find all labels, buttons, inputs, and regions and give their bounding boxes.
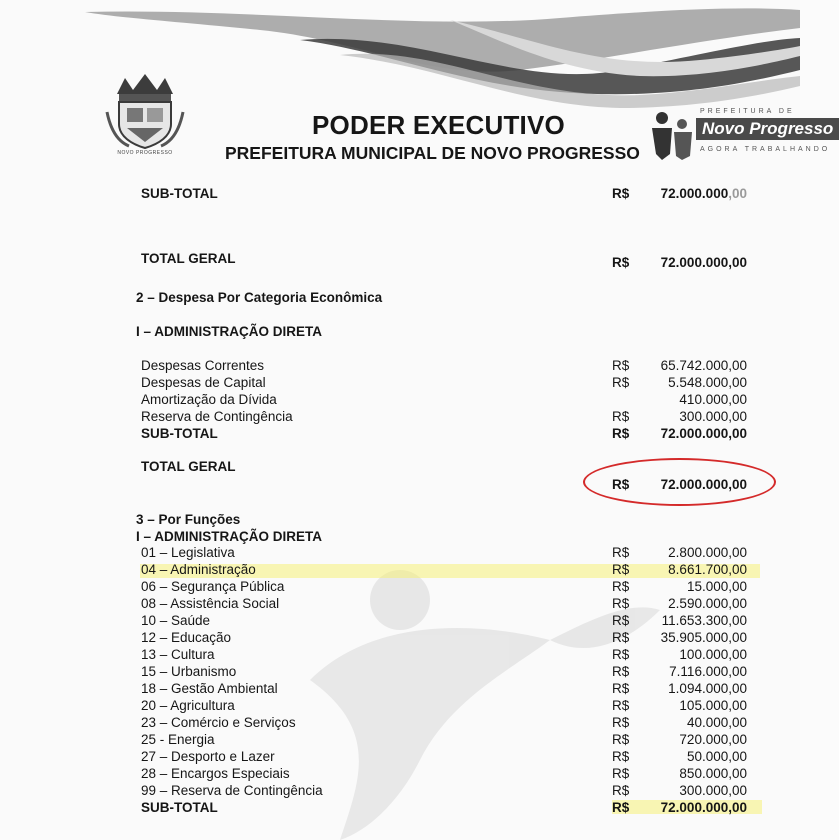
functions-row-label: 23 – Comércio e Serviços [141, 715, 296, 730]
functions-row-amount: 100.000,00 [679, 647, 747, 662]
functions-row-currency: R$ [612, 681, 630, 696]
economic-row-currency: R$ [612, 358, 630, 373]
revenue-subtotal-currency: R$ [612, 186, 630, 201]
logo-bottom-line: AGORA TRABALHANDO [700, 146, 831, 153]
economic-total-amount: 72.000.000,00 [660, 477, 747, 492]
functions-row-label: 04 – Administração [141, 562, 256, 577]
economic-group-title: I – ADMINISTRAÇÃO DIRETA [136, 324, 323, 339]
revenue-subtotal-label: SUB-TOTAL [141, 186, 218, 201]
page-title: PODER EXECUTIVO [312, 110, 565, 140]
economic-section-title: 2 – Despesa Por Categoria Econômica [136, 290, 383, 305]
functions-row-label: 13 – Cultura [141, 647, 215, 662]
functions-row-currency: R$ [612, 545, 630, 560]
functions-row-label: 20 – Agricultura [141, 698, 235, 713]
functions-row-label: 18 – Gestão Ambiental [141, 681, 278, 696]
functions-row-currency: R$ [612, 596, 630, 611]
functions-row-amount: 1.094.000,00 [668, 681, 747, 696]
economic-row-amount: 410.000,00 [679, 392, 747, 407]
economic-row-amount: 300.000,00 [679, 409, 747, 424]
functions-row-amount: 850.000,00 [679, 766, 747, 781]
economic-total-label: TOTAL GERAL [141, 459, 236, 474]
functions-row-amount: 8.661.700,00 [668, 562, 747, 577]
functions-row-label: 06 – Segurança Pública [141, 579, 285, 594]
functions-row-amount: 105.000,00 [679, 698, 747, 713]
economic-row-currency: R$ [612, 375, 630, 390]
functions-row-currency: R$ [612, 732, 630, 747]
functions-row-amount: 11.653.300,00 [661, 613, 747, 628]
functions-row-amount: 15.000,00 [686, 579, 747, 594]
functions-row-label: 27 – Desporto e Lazer [141, 749, 275, 764]
economic-total-currency: R$ [612, 477, 630, 492]
functions-row-currency: R$ [612, 783, 630, 798]
economic-row-label: Despesas de Capital [141, 375, 266, 390]
functions-row-amount: 7.116.000,00 [669, 664, 747, 679]
page-subtitle: PREFEITURA MUNICIPAL DE NOVO PROGRESSO [225, 143, 640, 163]
amount-main: 72.000.000 [660, 186, 729, 201]
economic-subtotal-currency: R$ [612, 426, 630, 441]
annotation-circle [583, 458, 776, 506]
economic-row-currency: R$ [612, 409, 630, 424]
functions-row-label: 99 – Reserva de Contingência [141, 783, 323, 798]
municipal-crest-logo [105, 72, 185, 162]
logo-brand-text: Novo Progresso [696, 118, 839, 140]
functions-row-label: 01 – Legislativa [141, 545, 235, 560]
functions-row-currency: R$ [612, 749, 630, 764]
functions-row-currency: R$ [612, 664, 630, 679]
functions-section-title: 3 – Por Funções [136, 512, 241, 527]
functions-row-currency: R$ [612, 630, 630, 645]
revenue-total-currency: R$ [612, 255, 630, 270]
functions-row-amount: 2.800.000,00 [668, 545, 747, 560]
economic-subtotal-label: SUB-TOTAL [141, 426, 218, 441]
functions-row-currency: R$ [612, 562, 630, 577]
economic-row-amount: 5.548.000,00 [668, 375, 747, 390]
novo-progresso-logo [650, 108, 834, 164]
functions-subtotal-currency: R$ [612, 800, 630, 815]
functions-row-currency: R$ [612, 698, 630, 713]
functions-row-amount: 35.905.000,00 [660, 630, 747, 645]
functions-row-amount: 50.000,00 [686, 749, 747, 764]
crest-icon [105, 72, 185, 150]
people-icon [650, 110, 696, 162]
revenue-total-label: TOTAL GERAL [141, 251, 236, 266]
economic-row-amount: 65.742.000,00 [660, 358, 747, 373]
functions-row-label: 15 – Urbanismo [141, 664, 237, 679]
functions-row-label: 10 – Saúde [141, 613, 211, 628]
revenue-total-amount: 72.000.000,00 [660, 255, 747, 270]
functions-row-amount: 720.000,00 [679, 732, 747, 747]
economic-subtotal-amount: 72.000.000,00 [660, 426, 747, 441]
crest-caption: NOVO PROGRESSO [117, 150, 173, 156]
watermark-figure [250, 560, 670, 840]
functions-row-currency: R$ [612, 766, 630, 781]
amount-cents: ,00 [728, 186, 747, 201]
functions-row-amount: 300.000,00 [679, 783, 747, 798]
functions-row-label: 25 - Energia [141, 732, 215, 747]
functions-group-title: I – ADMINISTRAÇÃO DIRETA [136, 529, 323, 544]
functions-row-currency: R$ [612, 647, 630, 662]
functions-row-label: 12 – Educação [141, 630, 232, 645]
economic-row-label: Despesas Correntes [141, 358, 265, 373]
economic-row-label: Amortização da Dívida [141, 392, 277, 407]
functions-row-label: 08 – Assistência Social [141, 596, 280, 611]
logo-top-line: PREFEITURA DE [700, 108, 795, 115]
functions-row-label: 28 – Encargos Especiais [141, 766, 290, 781]
revenue-subtotal-amount [661, 186, 747, 201]
economic-row-label: Reserva de Contingência [141, 409, 293, 424]
functions-row-currency: R$ [612, 613, 630, 628]
functions-subtotal-amount: 72.000.000,00 [660, 800, 747, 815]
functions-subtotal-label: SUB-TOTAL [141, 800, 218, 815]
functions-row-currency: R$ [612, 579, 630, 594]
functions-row-currency: R$ [612, 715, 630, 730]
functions-row-amount: 2.590.000,00 [668, 596, 747, 611]
functions-row-amount: 40.000,00 [686, 715, 747, 730]
